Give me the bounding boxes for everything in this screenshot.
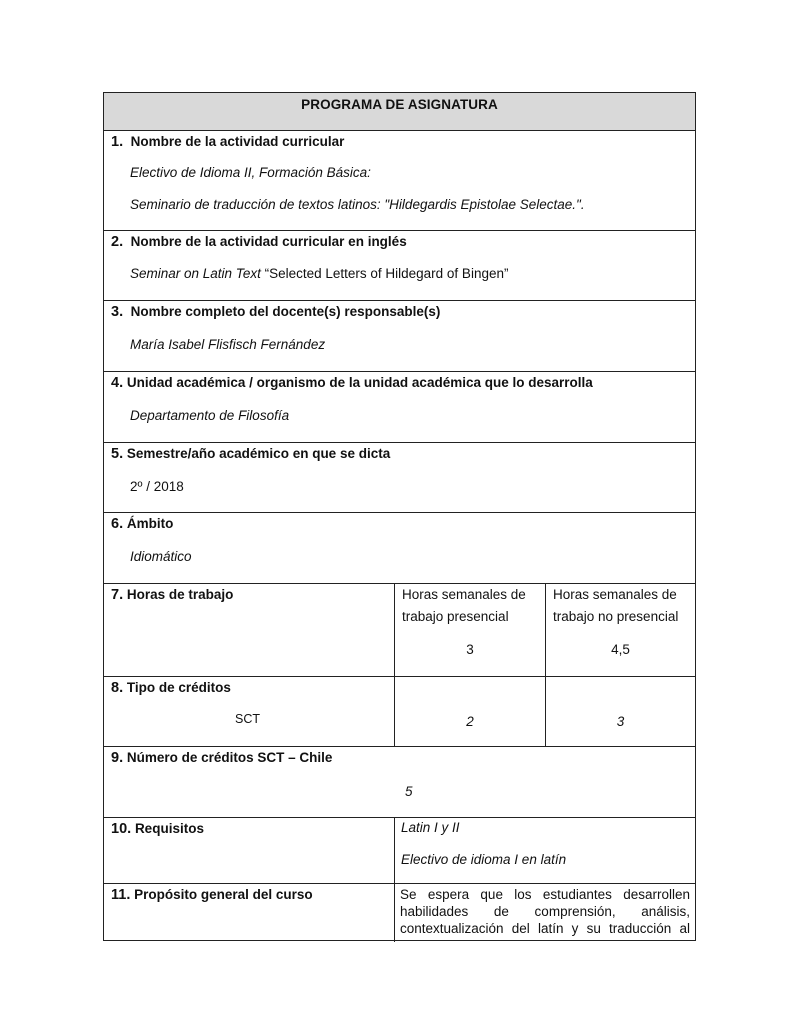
- section-4-row: [104, 371, 695, 442]
- section-10-row: [104, 817, 695, 883]
- section-5-label: 5. Semestre/año académico en que se dicta: [111, 446, 391, 462]
- section-9-label: 9. Número de créditos SCT – Chile: [111, 750, 333, 766]
- section-11-row: [104, 883, 695, 942]
- purpose-line-2: habilidades de comprensión, análisis,: [400, 904, 690, 919]
- section-10-label: 10. Requisitos: [111, 821, 204, 837]
- purpose-line-3: contextualización del latín y su traducción al: [400, 921, 690, 936]
- non-presencial-hours-header: Horas semanales de trabajo no presencial: [553, 587, 679, 624]
- section-2-value: [130, 266, 508, 281]
- credits-presencial-value: 2: [466, 714, 474, 729]
- presencial-hours-header: Horas semanales de trabajo presencial: [402, 587, 526, 624]
- section-7-row: [104, 583, 695, 676]
- purpose-label-cell: [104, 884, 394, 942]
- section-4-value: Departamento de Filosofía: [130, 408, 290, 423]
- section-2-label: 2. Nombre de la actividad curricular en inglés: [111, 234, 407, 250]
- credits-non-presencial-cell: [545, 677, 695, 746]
- document-title: PROGRAMA DE ASIGNATURA: [301, 97, 498, 112]
- section-9-row: [104, 746, 695, 817]
- section-7-label-cell: [104, 584, 394, 676]
- english-course-type: Seminar on Latin Text: [130, 266, 265, 281]
- requirements-label-cell: [104, 818, 394, 883]
- section-3-row: [104, 300, 695, 371]
- section-1-value-line-1: Electivo de Idioma II, Formación Básica:: [130, 165, 371, 180]
- credits-non-presencial-value: 3: [616, 714, 625, 729]
- credit-type-cell: [104, 677, 394, 746]
- section-2-row: [104, 230, 695, 300]
- credit-type-value: SCT: [235, 712, 260, 726]
- requirement-item-1: Latin I y II: [401, 820, 460, 835]
- section-8-label: 8. Tipo de créditos: [111, 680, 231, 696]
- section-5-value: 2º / 2018: [130, 479, 184, 494]
- credits-presencial-cell: [394, 677, 545, 746]
- purpose-text: [400, 886, 690, 937]
- non-presencial-hours-cell: [545, 584, 695, 676]
- section-7-label: 7. Horas de trabajo: [111, 587, 234, 603]
- non-presencial-hours-value: 4,5: [611, 642, 630, 657]
- section-3-label: 3. Nombre completo del docente(s) responsable(s): [111, 304, 441, 320]
- presencial-hours-value: 3: [466, 642, 474, 657]
- section-11-label: 11. Propósito general del curso: [111, 887, 313, 903]
- section-3-value: María Isabel Flisfisch Fernández: [130, 337, 326, 352]
- presencial-hours-cell: [394, 584, 545, 676]
- purpose-text-cell: [394, 884, 695, 942]
- section-6-value: Idiomático: [130, 549, 192, 564]
- requirements-value-cell: [394, 818, 695, 883]
- section-6-row: [104, 512, 695, 583]
- syllabus-table: [103, 92, 696, 941]
- purpose-line-1: Se espera que los estudiantes desarrollen: [400, 887, 690, 902]
- requirement-item-2: Electivo de idioma I en latín: [401, 852, 567, 867]
- section-1-value-line-2: Seminario de traducción de textos latinos: "Hildegardis Epistolae Selectae.".: [130, 197, 585, 212]
- sct-credits-value: 5: [405, 784, 413, 799]
- english-course-title: “Selected Letters of Hildegard of Bingen”: [264, 266, 509, 281]
- section-8-row: [104, 676, 695, 746]
- table-header: [104, 93, 695, 130]
- section-5-row: [104, 442, 695, 512]
- section-1-row: [104, 130, 695, 230]
- section-1-label: 1. Nombre de la actividad curricular: [111, 134, 345, 150]
- section-6-label: 6. Ámbito: [111, 516, 174, 532]
- section-4-label: 4. Unidad académica / organismo de la unidad académica que lo desarrolla: [111, 375, 593, 391]
